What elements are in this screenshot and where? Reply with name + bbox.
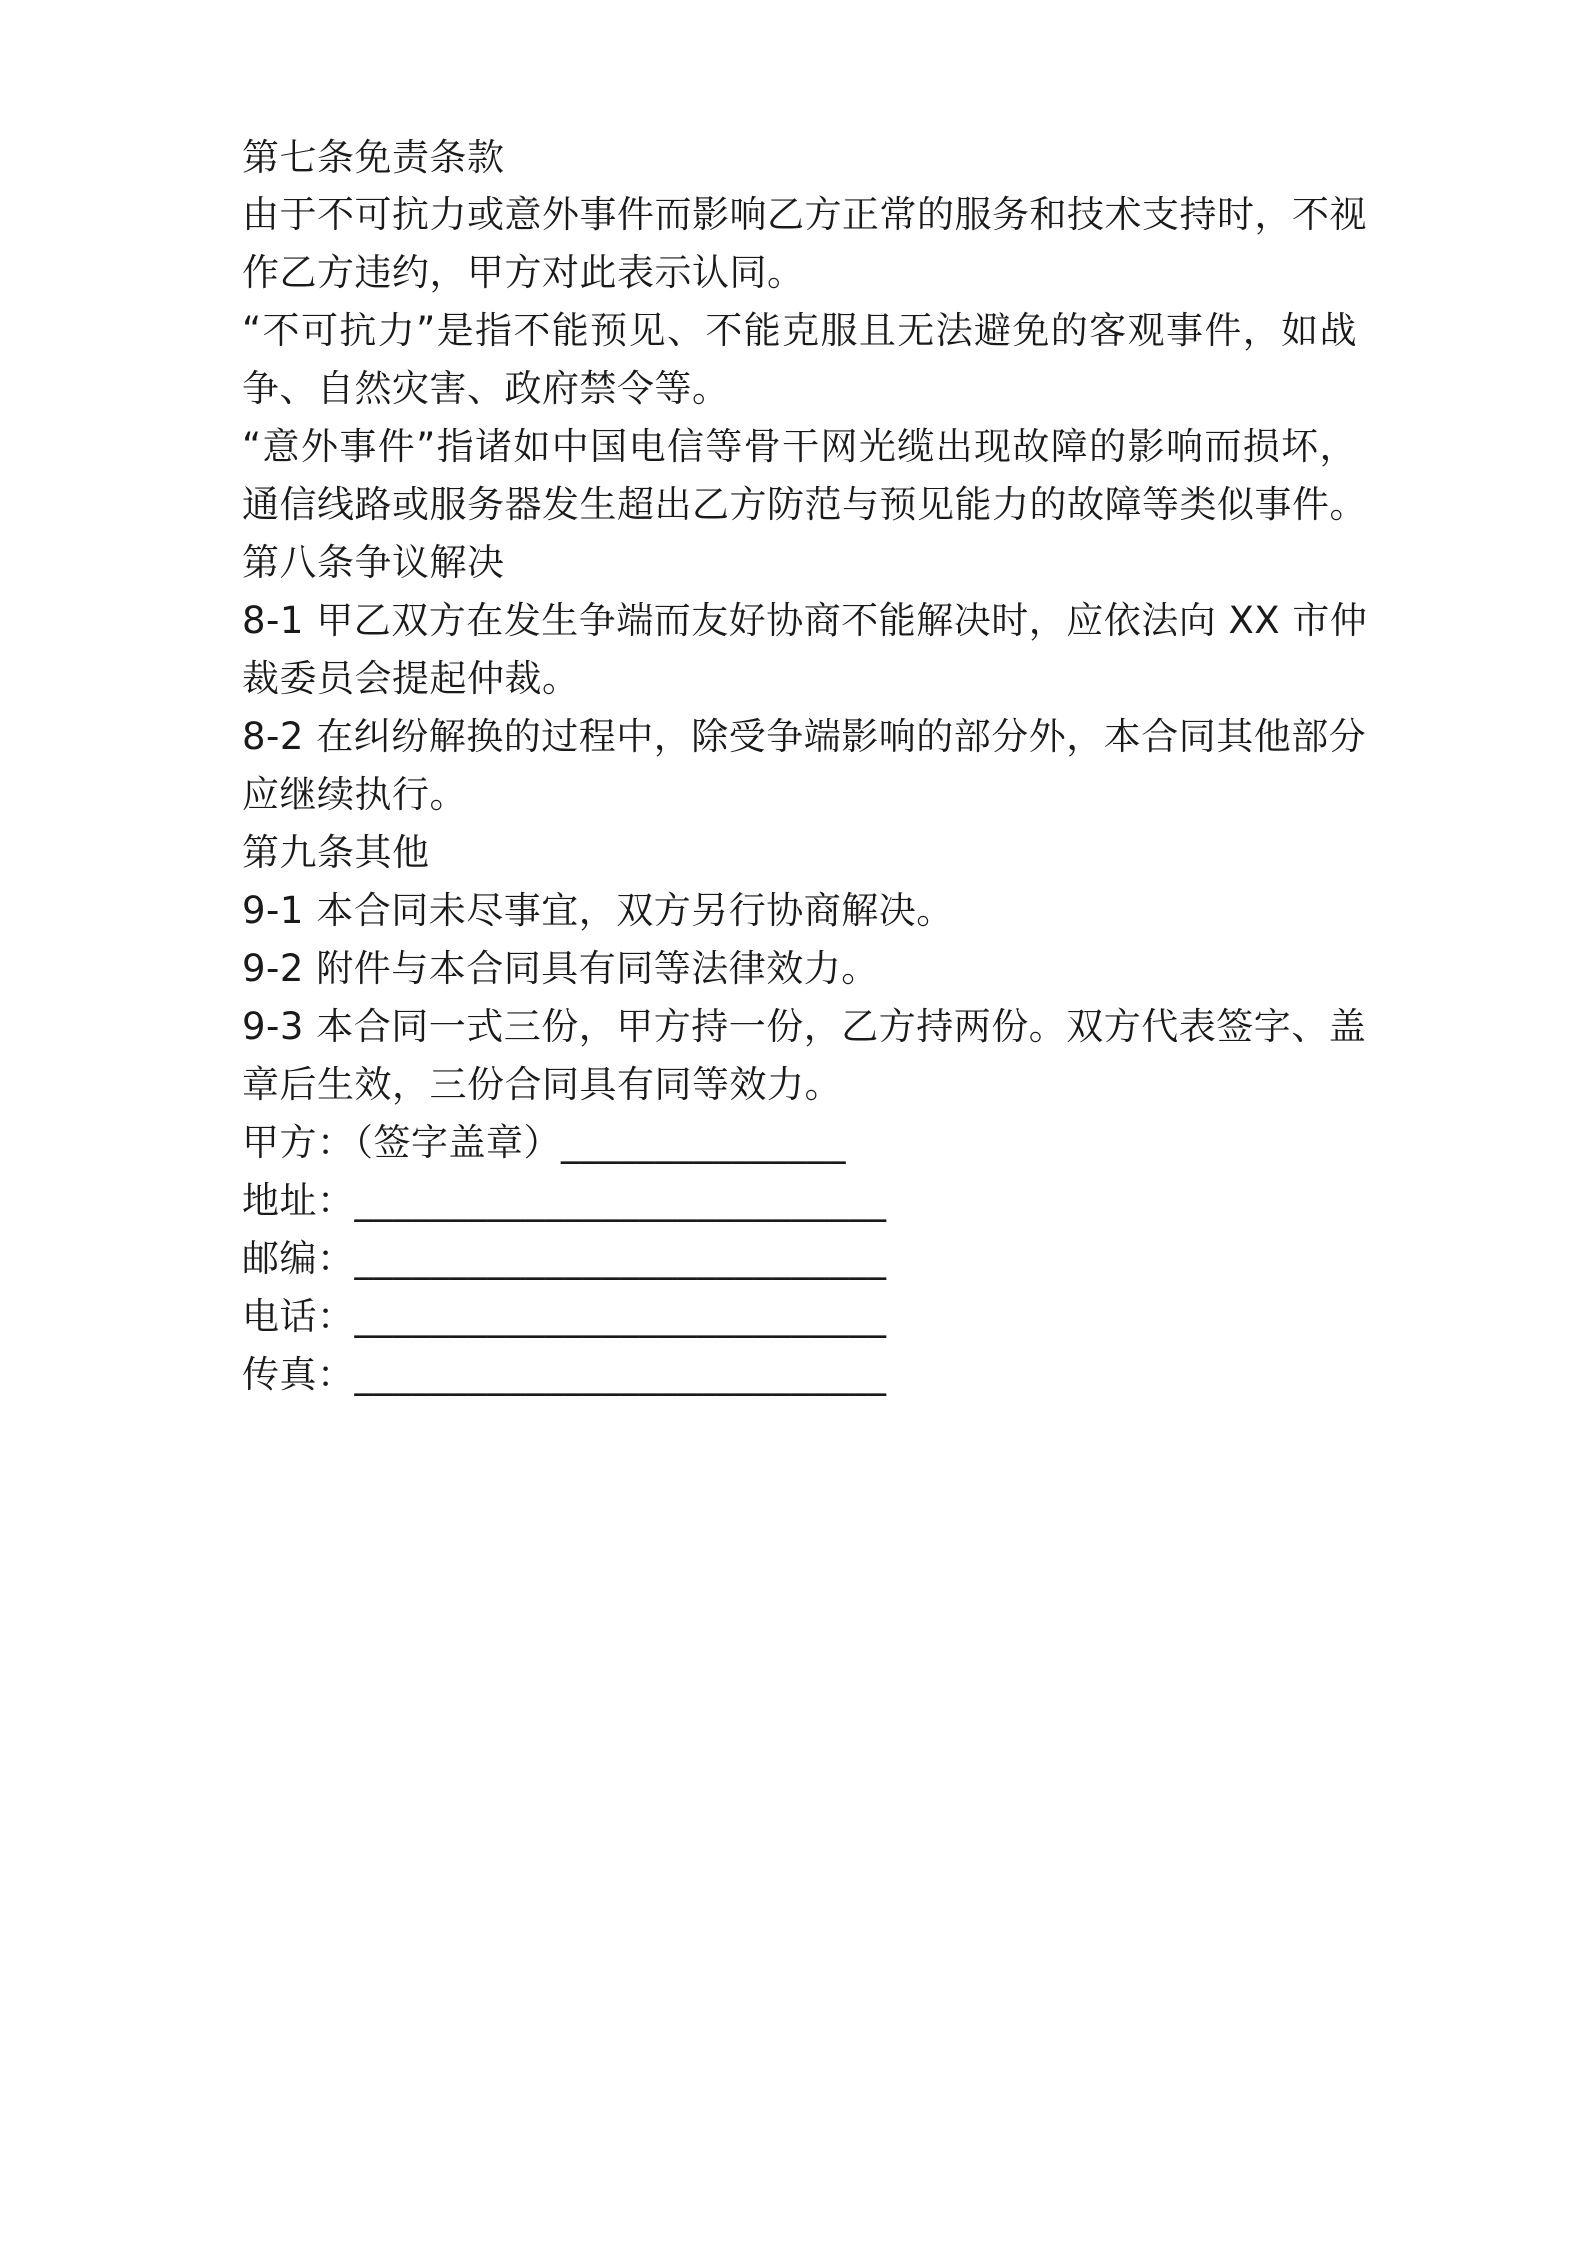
section7-line-4: 争、自然灾害、政府禁令等。 bbox=[242, 367, 730, 410]
section9-line-2: 9-2 附件与本合同具有同等法律效力。 bbox=[242, 947, 879, 990]
postcode-field: 邮编：____________________________ bbox=[242, 1237, 887, 1280]
section9-line-3: 9-3 本合同一式三份，甲方持一份，乙方持两份。双方代表签字、盖 bbox=[242, 1005, 1367, 1048]
fax-field: 传真：____________________________ bbox=[242, 1353, 887, 1396]
section9-line-1: 9-1 本合同未尽事宜，双方另行协商解决。 bbox=[242, 889, 954, 932]
section9-line-4: 章后生效，三份合同具有同等效力。 bbox=[242, 1063, 842, 1106]
party-a-signature-field: 甲方：（签字盖章）_______________ bbox=[242, 1121, 846, 1164]
phone-field: 电话：____________________________ bbox=[242, 1295, 887, 1338]
section8-line-4: 应继续执行。 bbox=[242, 773, 467, 816]
section7-line-1: 由于不可抗力或意外事件而影响乙方正常的服务和技术支持时，不视 bbox=[242, 193, 1367, 236]
address-field: 地址：____________________________ bbox=[242, 1179, 887, 1222]
section7-line-5: “意外事件”指诸如中国电信等骨干网光缆出现故障的影响而损坏， bbox=[242, 425, 1357, 468]
section8-line-2: 裁委员会提起仲裁。 bbox=[242, 657, 580, 700]
section8-title: 第八条争议解决 bbox=[242, 541, 505, 584]
section7-line-6: 通信线路或服务器发生超出乙方防范与预见能力的故障等类似事件。 bbox=[242, 483, 1367, 526]
section8-line-3: 8-2 在纠纷解换的过程中，除受争端影响的部分外，本合同其他部分 bbox=[242, 715, 1367, 758]
section7-line-2: 作乙方违约，甲方对此表示认同。 bbox=[242, 251, 805, 294]
section9-title: 第九条其他 bbox=[242, 831, 430, 874]
section8-line-1: 8-1 甲乙双方在发生争端而友好协商不能解决时，应依法向 XX 市仲 bbox=[242, 599, 1368, 642]
section7-line-3: “不可抗力”是指不能预见、不能克服且无法避免的客观事件，如战 bbox=[242, 309, 1357, 352]
section7-title: 第七条免责条款 bbox=[242, 136, 505, 179]
